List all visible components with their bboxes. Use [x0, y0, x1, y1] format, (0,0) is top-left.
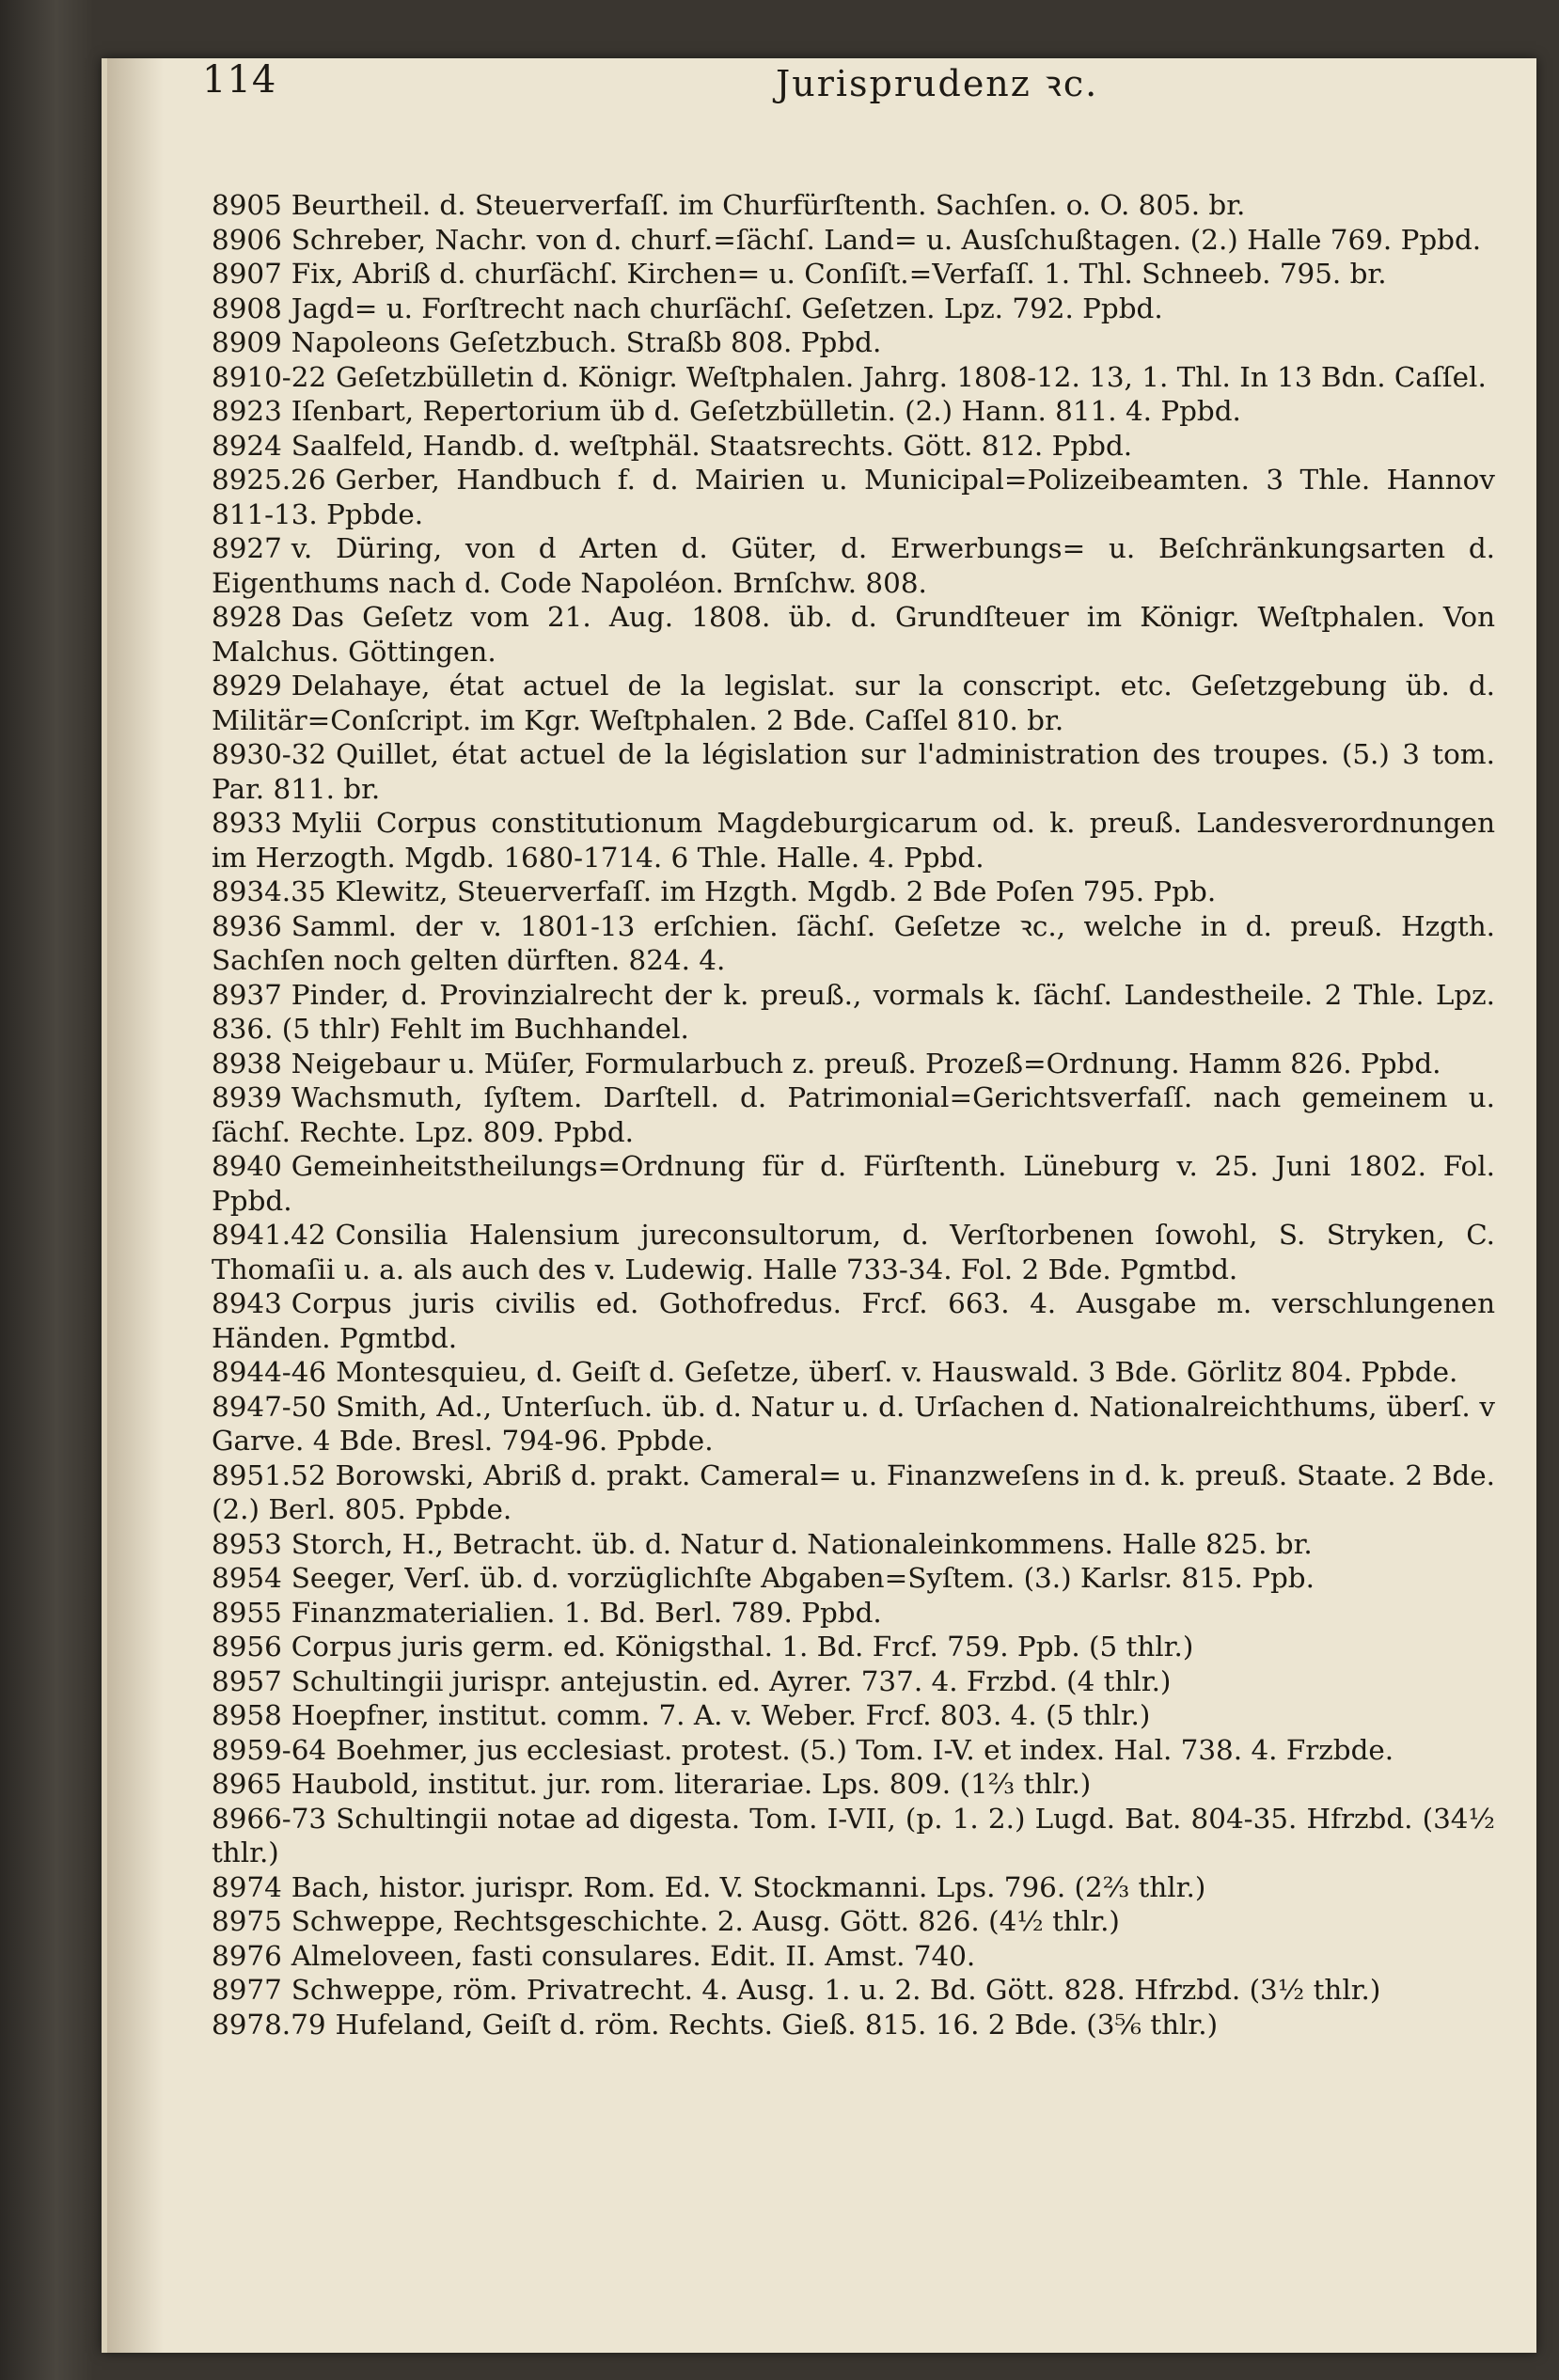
entry-number: 8975	[212, 1905, 282, 1937]
entry-text: Quillet, état actuel de la législation sur l'administration des troupes. (5.) 3 tom. Par. 811. br.	[212, 738, 1495, 805]
catalog-entry	[212, 1561, 1495, 1596]
catalog-entry	[212, 1047, 1495, 1081]
entry-number: 8928	[212, 601, 282, 633]
catalog-entry	[212, 909, 1495, 978]
entry-number: 8923	[212, 395, 282, 427]
entry-number: 8930-32	[212, 738, 327, 770]
entry-text: Hufeland, Geiſt d. röm. Rechts. Gieß. 815. 16. 2 Bde. (3⅚ thlr.)	[335, 2008, 1219, 2041]
entry-text: Neigebaur u. Müſer, Formularbuch z. preuß. Prozeß=Ordnung. Hamm 826. Ppbd.	[291, 1047, 1441, 1080]
catalog-entry	[212, 1698, 1495, 1733]
entry-number: 8940	[212, 1150, 282, 1182]
catalog-entry	[212, 669, 1495, 737]
catalog-entry	[212, 978, 1495, 1047]
entry-number: 8976	[212, 1939, 282, 1972]
catalog-entry	[212, 1527, 1495, 1562]
entry-text: v. Düring, von d Arten d. Güter, d. Erwerbungs= u. Beſchränkungsarten d. Eigenthums nach d. Code Napoléon. Brnſchw. 808.	[212, 532, 1495, 599]
entry-number: 8947-50	[212, 1390, 327, 1423]
entry-text: Haubold, institut. jur. rom. literariae. Lps. 809. (1⅔ thlr.)	[291, 1768, 1092, 1800]
catalog-entry	[212, 1390, 1495, 1458]
entry-text: Smith, Ad., Unterſuch. üb. d. Natur u. d. Urſachen d. Nationalreichthums, überſ. v Garve. 4 Bde. Bresl. 794-96. Ppbde.	[212, 1390, 1495, 1457]
catalog-entry	[212, 1733, 1495, 1768]
catalog-entry	[212, 1802, 1495, 1870]
entry-number: 8934.35	[212, 875, 326, 907]
entry-text: Schreber, Nachr. von d. churf.=ſächſ. Land= u. Ausſchußtagen. (2.) Halle 769. Ppbd.	[291, 223, 1482, 256]
catalog-entry	[212, 1080, 1495, 1149]
entry-number: 8958	[212, 1699, 282, 1731]
entry-number: 8929	[212, 670, 282, 701]
entry-number: 8937	[212, 978, 282, 1011]
entry-list	[212, 188, 1495, 2041]
catalog-entry	[212, 292, 1495, 326]
catalog-entry	[212, 1355, 1495, 1390]
catalog-entry	[212, 1664, 1495, 1699]
entry-number: 8966-73	[212, 1802, 327, 1835]
catalog-entry	[212, 257, 1495, 292]
entry-number: 8955	[212, 1596, 282, 1629]
entry-number: 8959-64	[212, 1733, 327, 1766]
entry-text: Boehmer, jus ecclesiast. protest. (5.) Tom. I-V. et index. Hal. 738. 4. Frzbde.	[336, 1733, 1394, 1766]
entry-text: Storch, H., Betracht. üb. d. Natur d. Nationaleinkommens. Halle 825. br.	[291, 1527, 1313, 1560]
catalog-entry	[212, 429, 1495, 464]
entry-number: 8954	[212, 1562, 282, 1594]
entry-text: Pinder, d. Provinzialrecht der k. preuß., vormals k. ſächſ. Landestheile. 2 Thle. Lpz. 836. (5 thlr) Fehlt im Buchhandel.	[212, 978, 1495, 1045]
entry-number: 8943	[212, 1287, 282, 1319]
entry-text: Jagd= u. Forſtrecht nach churſächſ. Geſetzen. Lpz. 792. Ppbd.	[291, 292, 1163, 324]
entry-text: Saalfeld, Handb. d. weſtphäl. Staatsrechts. Gött. 812. Ppbd.	[291, 429, 1133, 462]
catalog-entry	[212, 463, 1495, 531]
entry-number: 8933	[212, 807, 282, 839]
entry-number: 8909	[212, 326, 282, 358]
entry-text: Gemeinheitstheilungs=Ordnung für d. Fürſtenth. Lüneburg v. 25. Juni 1802. Fol. Ppbd.	[212, 1150, 1495, 1217]
entry-text: Wachsmuth, ſyſtem. Darſtell. d. Patrimonial=Gerichtsverfaſſ. nach gemeinem u. ſächſ. Rechte. Lpz. 809. Ppbd.	[212, 1081, 1495, 1148]
entry-number: 8938	[212, 1047, 282, 1080]
catalog-entry	[212, 737, 1495, 806]
catalog-entry	[212, 1218, 1495, 1286]
catalog-entry	[212, 325, 1495, 360]
entry-number: 8944-46	[212, 1356, 327, 1388]
entry-number: 8953	[212, 1527, 282, 1560]
entry-number: 8924	[212, 429, 282, 462]
entry-text: Schultingii jurispr. antejustin. ed. Ayrer. 737. 4. Frzbd. (4 thlr.)	[291, 1664, 1172, 1697]
catalog-entry	[212, 223, 1495, 258]
entry-text: Samml. der v. 1801-13 erſchien. ſächſ. Geſetze ꝛc., welche in d. preuß. Hzgth. Sachſen noch gelten dürften. 824. 4.	[212, 909, 1495, 976]
entry-number: 8965	[212, 1768, 282, 1800]
entry-text: Mylii Corpus constitutionum Magdeburgicarum od. k. preuß. Landesverordnungen im Herzogth. Mgdb. 1680-1714. 6 Thle. Halle. 4. Ppbd.	[212, 807, 1495, 874]
entry-text: Iſenbart, Repertorium üb d. Geſetzbülletin. (2.) Hann. 811. 4. Ppbd.	[291, 395, 1241, 427]
entry-number: 8956	[212, 1631, 282, 1663]
entry-number: 8906	[212, 223, 282, 256]
entry-text: Napoleons Geſetzbuch. Straßb 808. Ppbd.	[291, 326, 882, 358]
catalog-entry	[212, 1973, 1495, 2008]
catalog-entry	[212, 1767, 1495, 1802]
catalog-entry	[212, 1149, 1495, 1218]
entry-number: 8905	[212, 189, 282, 221]
entry-number: 8941.42	[212, 1219, 326, 1251]
entry-text: Klewitz, Steuerverfaſſ. im Hzgth. Mgdb. 2 Bde Poſen 795. Ppb.	[335, 875, 1217, 907]
catalog-entry	[212, 875, 1495, 909]
catalog-entry	[212, 1904, 1495, 1939]
entry-number: 8927	[212, 532, 282, 564]
entry-text: Gerber, Handbuch f. d. Mairien u. Municipal=Polizeibeamten. 3 Thle. Hannov 811-13. Ppbde.	[212, 464, 1495, 530]
page-number: 114	[202, 58, 277, 102]
entry-text: Corpus juris germ. ed. Königsthal. 1. Bd. Frcf. 759. Ppb. (5 thlr.)	[291, 1631, 1194, 1663]
entry-text: Borowski, Abriß d. prakt. Cameral= u. Finanzweſens in d. k. preuß. Staate. 2 Bde. (2.) Berl. 805. Ppbde.	[212, 1458, 1495, 1525]
entry-number: 8925.26	[212, 464, 326, 496]
entry-text: Seeger, Verſ. üb. d. vorzüglichſte Abgaben=Syſtem. (3.) Karlsr. 815. Ppb.	[291, 1562, 1315, 1594]
catalog-entry	[212, 394, 1495, 429]
catalog-entry	[212, 1630, 1495, 1664]
catalog-entry	[212, 806, 1495, 875]
entry-number: 8951.52	[212, 1458, 326, 1491]
entry-text: Schweppe, Rechtsgeschichte. 2. Ausg. Gött. 826. (4½ thlr.)	[291, 1905, 1120, 1937]
entry-text: Montesquieu, d. Geiſt d. Geſetze, überſ. v. Hauswald. 3 Bde. Görlitz 804. Ppbde.	[336, 1356, 1458, 1388]
entry-text: Fix, Abriß d. churſächſ. Kirchen= u. Conſiſt.=Verfaſſ. 1. Thl. Schneeb. 795. br.	[291, 258, 1387, 290]
entry-text: Consilia Halensium jureconsultorum, d. Verſtorbenen ſowohl, S. Stryken, C. Thomaſii u. a. als auch des v. Ludewig. Halle 733-34. Fol. 2 Bde. Pgmtbd.	[212, 1219, 1495, 1285]
entry-number: 8957	[212, 1664, 282, 1697]
catalog-entry	[212, 1939, 1495, 1974]
entry-number: 8910-22	[212, 360, 327, 393]
entry-text: Almeloveen, fasti consulares. Edit. II. Amst. 740.	[291, 1939, 976, 1972]
entry-text: Hoepfner, institut. comm. 7. A. v. Weber. Frcf. 803. 4. (5 thlr.)	[291, 1699, 1151, 1731]
catalog-entry	[212, 360, 1495, 395]
catalog-entry	[212, 1870, 1495, 1905]
entry-number: 8939	[212, 1081, 282, 1113]
catalog-entry	[212, 1458, 1495, 1527]
catalog-entry	[212, 2008, 1495, 2042]
entry-text: Bach, histor. jurispr. Rom. Ed. V. Stockmanni. Lps. 796. (2⅔ thlr.)	[291, 1870, 1206, 1903]
catalog-entry	[212, 188, 1495, 223]
entry-text: Beurtheil. d. Steuerverfaſſ. im Churfürſtenth. Sachſen. o. O. 805. br.	[291, 189, 1246, 221]
entry-number: 8936	[212, 909, 282, 942]
running-title: Jurisprudenz ꝛc.	[776, 63, 1099, 104]
catalog-entry	[212, 1596, 1495, 1631]
catalog-entry	[212, 600, 1495, 669]
catalog-entry	[212, 1286, 1495, 1355]
catalog-entry	[212, 531, 1495, 600]
entry-number: 8977	[212, 1974, 282, 2006]
entry-number: 8907	[212, 258, 282, 290]
entry-number: 8908	[212, 292, 282, 324]
entry-text: Delahaye, état actuel de la legislat. sur la conscript. etc. Geſetzgebung üb. d. Militär=Conſcript. im Kgr. Weſtphalen. 2 Bde. Caſſel 810. br.	[212, 670, 1495, 736]
entry-text: Finanzmaterialien. 1. Bd. Berl. 789. Ppbd.	[291, 1596, 882, 1629]
entry-text: Das Geſetz vom 21. Aug. 1808. üb. d. Grundſteuer im Königr. Weſtphalen. Von Malchus. Göttingen.	[212, 601, 1495, 668]
entry-number: 8974	[212, 1870, 282, 1903]
entry-text: Geſetzbülletin d. Königr. Weſtphalen. Jahrg. 1808-12. 13, 1. Thl. In 13 Bdn. Caſſel.	[336, 360, 1487, 393]
entry-text: Schweppe, röm. Privatrecht. 4. Ausg. 1. u. 2. Bd. Gött. 828. Hfrzbd. (3½ thlr.)	[291, 1974, 1381, 2006]
entry-text: Corpus juris civilis ed. Gothofredus. Frcf. 663. 4. Ausgabe m. verschlungenen Händen. Pgmtbd.	[212, 1287, 1495, 1354]
entry-text: Schultingii notae ad digesta. Tom. I-VII, (p. 1. 2.) Lugd. Bat. 804-35. Hfrzbd. (34½ thlr.)	[212, 1802, 1495, 1868]
entry-number: 8978.79	[212, 2008, 326, 2041]
page-header	[202, 58, 1519, 115]
